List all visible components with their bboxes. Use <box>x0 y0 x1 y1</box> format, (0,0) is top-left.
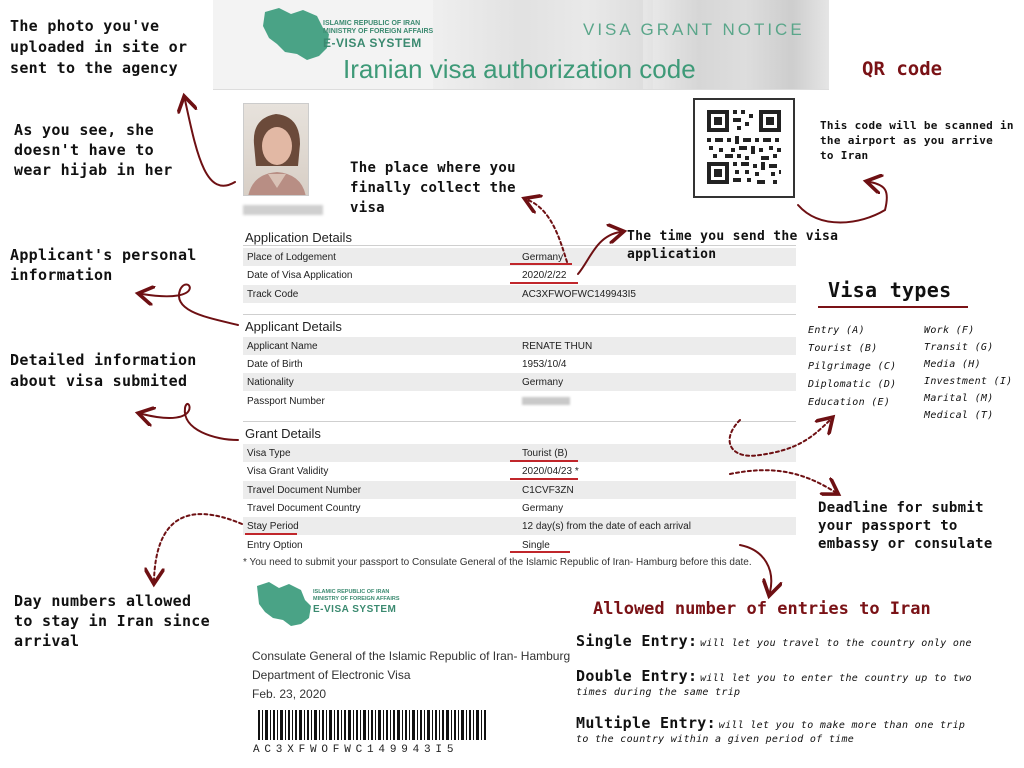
entry-double <box>576 669 1016 700</box>
row-travel-document-number <box>243 481 796 499</box>
row-label: Applicant Name <box>247 341 318 352</box>
issue-date: Feb. 23, 2020 <box>252 687 327 701</box>
annotation-application-time: The time you send the visa application <box>627 229 839 262</box>
photo-name-redacted <box>243 205 323 215</box>
banner-org-line2: MINISTRY OF FOREIGN AFFAIRS <box>323 28 434 35</box>
highlight-underline <box>510 460 578 462</box>
banner-system-name: E-VISA SYSTEM <box>323 36 422 50</box>
row-value: Germany <box>522 252 564 263</box>
qr-code <box>693 98 795 198</box>
highlight-underline <box>510 263 572 265</box>
annotation-day-numbers: Day numbers allowed to stay in Iran since arrival <box>14 592 210 650</box>
grant-details-title: Grant Details <box>245 426 321 441</box>
row-stay-period <box>243 517 796 535</box>
highlight-underline <box>510 478 578 480</box>
entry-single <box>576 634 1016 651</box>
annotation-photo: The photo you've uploaded in site or sent to the agency <box>10 17 188 77</box>
annotation-hijab: As you see, she doesn't have to wear hijab in her <box>14 121 173 179</box>
header-banner <box>213 0 829 90</box>
applicant-photo <box>243 103 309 196</box>
row-value: Tourist (B) <box>522 448 568 459</box>
visa-types-left-list: Entry (A) Tourist (B) Pilgrimage (C) Diplomatic (D) Education (E) <box>808 325 897 408</box>
annotation-deadline: Deadline for submit your passport to embassy or consulate <box>818 500 993 552</box>
row-value: 12 day(s) from the date of each arrival <box>522 521 691 532</box>
double-entry-desc-2: times during the same trip <box>576 687 741 698</box>
multiple-entry-title: Multiple Entry: <box>576 714 716 732</box>
iran-map-logo <box>257 4 337 66</box>
row-value: 1953/10/4 <box>522 359 567 370</box>
visa-types-right-list: Work (F) Transit (G) Media (H) Investment (I) Marital (M) Medical (T) <box>924 325 1013 421</box>
row-value: Germany <box>522 377 564 388</box>
highlight-underline <box>245 533 297 535</box>
row-value: Single <box>522 540 550 551</box>
authorization-code-caption: Iranian visa authorization code <box>343 54 696 84</box>
row-label: Stay Period <box>247 521 299 532</box>
row-passport-number <box>243 392 796 410</box>
annotation-qr-desc: This code will be scanned in the airport as you arrive to Iran <box>820 119 1014 162</box>
annotation-detailed-info: Detailed information about visa submited <box>10 351 197 390</box>
row-label: Passport Number <box>247 396 325 407</box>
visa-grant-notice-title: VISA GRANT NOTICE <box>583 20 805 39</box>
consulate-name: Consulate General of the Islamic Republic of Iran- Hamburg <box>252 649 571 663</box>
row-label: Travel Document Number <box>247 485 362 496</box>
double-entry-title: Double Entry: <box>576 667 698 685</box>
multiple-entry-desc-2: to the country within a given period of time <box>576 734 855 745</box>
annotation-collect-place: The place where you finally collect the visa <box>350 160 516 216</box>
barcode <box>258 710 488 740</box>
department-name: Department of Electronic Visa <box>252 668 411 682</box>
annotation-personal-info: Applicant's personal information <box>10 246 197 284</box>
row-value: AC3XFWOFWC149943I5 <box>522 289 636 300</box>
row-track-code <box>243 285 796 303</box>
double-entry-desc-1: will let you to enter the country up to two <box>700 673 972 684</box>
row-date-of-birth <box>243 355 796 373</box>
row-value: 2020/04/23 * <box>522 466 579 477</box>
divider <box>243 314 796 315</box>
visa-types-underline <box>818 306 968 308</box>
row-label: Travel Document Country <box>247 503 361 514</box>
row-value: Germany <box>522 503 564 514</box>
row-label: Track Code <box>247 289 299 300</box>
row-value: C1CVF3ZN <box>522 485 574 496</box>
highlight-underline <box>510 551 570 553</box>
annotation-entries-title: Allowed number of entries to Iran <box>593 599 931 619</box>
barcode-text: AC3XFWOFWC149943I5 <box>253 744 459 756</box>
row-value: RENATE THUN <box>522 341 593 352</box>
issuer-org-line1: ISLAMIC REPUBLIC OF IRAN <box>313 589 390 595</box>
row-label: Date of Visa Application <box>247 270 353 281</box>
single-entry-desc: will let you travel to the country only one <box>700 638 972 649</box>
application-details-title: Application Details <box>245 230 352 245</box>
banner-org-line1: ISLAMIC REPUBLIC OF IRAN <box>323 20 421 27</box>
row-label: Place of Lodgement <box>247 252 336 263</box>
row-value: 2020/2/22 <box>522 270 567 281</box>
row-label: Entry Option <box>247 540 303 551</box>
passport-number-redacted <box>522 396 570 407</box>
row-label: Nationality <box>247 377 294 388</box>
single-entry-title: Single Entry: <box>576 632 698 650</box>
row-travel-document-country <box>243 499 796 517</box>
issuer-org-line2: MINISTRY OF FOREIGN AFFAIRS <box>313 596 400 602</box>
multiple-entry-desc-1: will let you to make more than one trip <box>718 720 966 731</box>
row-label: Visa Grant Validity <box>247 466 329 477</box>
issuer-system-name: E-VISA SYSTEM <box>313 604 397 615</box>
highlight-underline <box>510 282 578 284</box>
row-label: Visa Type <box>247 448 291 459</box>
row-applicant-name <box>243 337 796 355</box>
divider <box>243 421 796 422</box>
applicant-details-title: Applicant Details <box>245 319 342 334</box>
row-nationality <box>243 373 796 391</box>
annotation-visa-types-title: Visa types <box>828 278 952 302</box>
row-label: Date of Birth <box>247 359 303 370</box>
entry-multiple <box>576 716 1016 747</box>
passport-submission-footnote: * You need to submit your passport to Consulate General of the Islamic Republic of Iran- Hamburg before this date. <box>243 557 752 568</box>
annotation-qr-title: QR code <box>862 58 943 80</box>
